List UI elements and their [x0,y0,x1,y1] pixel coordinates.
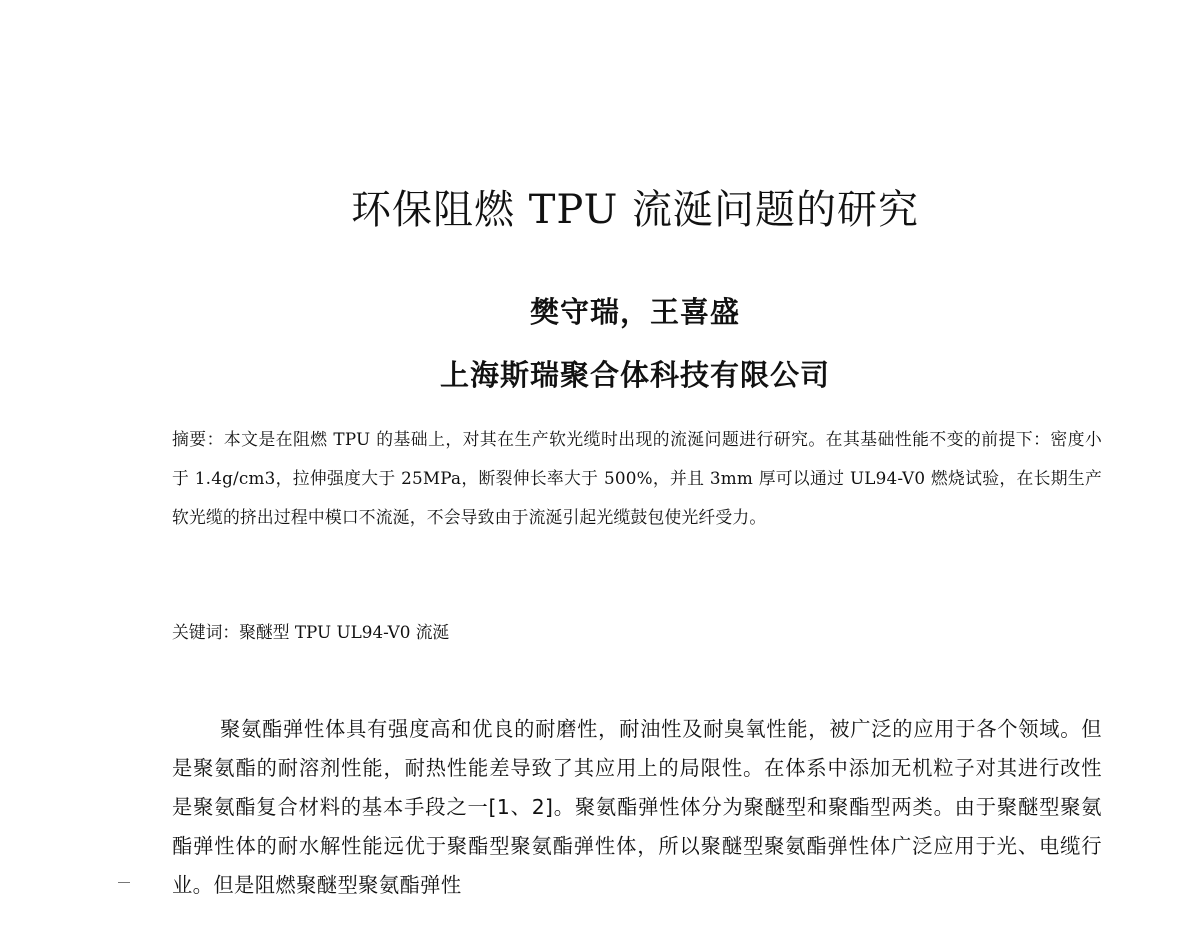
paper-abstract: 摘要：本文是在阻燃 TPU 的基础上，对其在生产软光缆时出现的流涎问题进行研究。在其基础性能不变的前提下：密度小于 1.4g/cm3，拉伸强度大于 25MPa，断裂伸长率大于 500%，并且 3mm 厚可以通过 UL94-V0 燃烧试验，在长期生产软光缆的挤出过程中模口不流涎，不会导致由于流涎引起光缆鼓包使光纤受力。 [172,429,1102,527]
paper-title: 环保阻燃 TPU 流涎问题的研究 [350,187,920,233]
paper-authors: 樊守瑞，王喜盛 [529,295,740,329]
paper-affiliation: 上海斯瑞聚合体科技有限公司 [439,358,830,392]
paper-keywords [172,617,1102,647]
body-paragraph: 聚氨酯弹性体具有强度高和优良的耐磨性，耐油性及耐臭氧性能，被广泛的应用于各个领域。但是聚氨酯的耐溶剂性能，耐热性能差导致了其应用上的局限性。在体系中添加无机粒子对其进行改性是聚氨酯复合材料的基本手段之一[1、2]。聚氨酯弹性体分为聚醚型和聚酯型两类。由于聚醚型聚氨酯弹性体的耐水解性能远优于聚酯型聚氨酯弹性体，所以聚醚型聚氨酯弹性体广泛应用于光、电缆行业。但是阻燃聚醚型聚氨酯弹性 [172,717,1102,897]
margin-mark [118,882,130,883]
keywords-label: 关键词： [172,622,240,642]
keywords-list: 聚醚型 TPU UL94-V0 流涎 [239,622,450,642]
